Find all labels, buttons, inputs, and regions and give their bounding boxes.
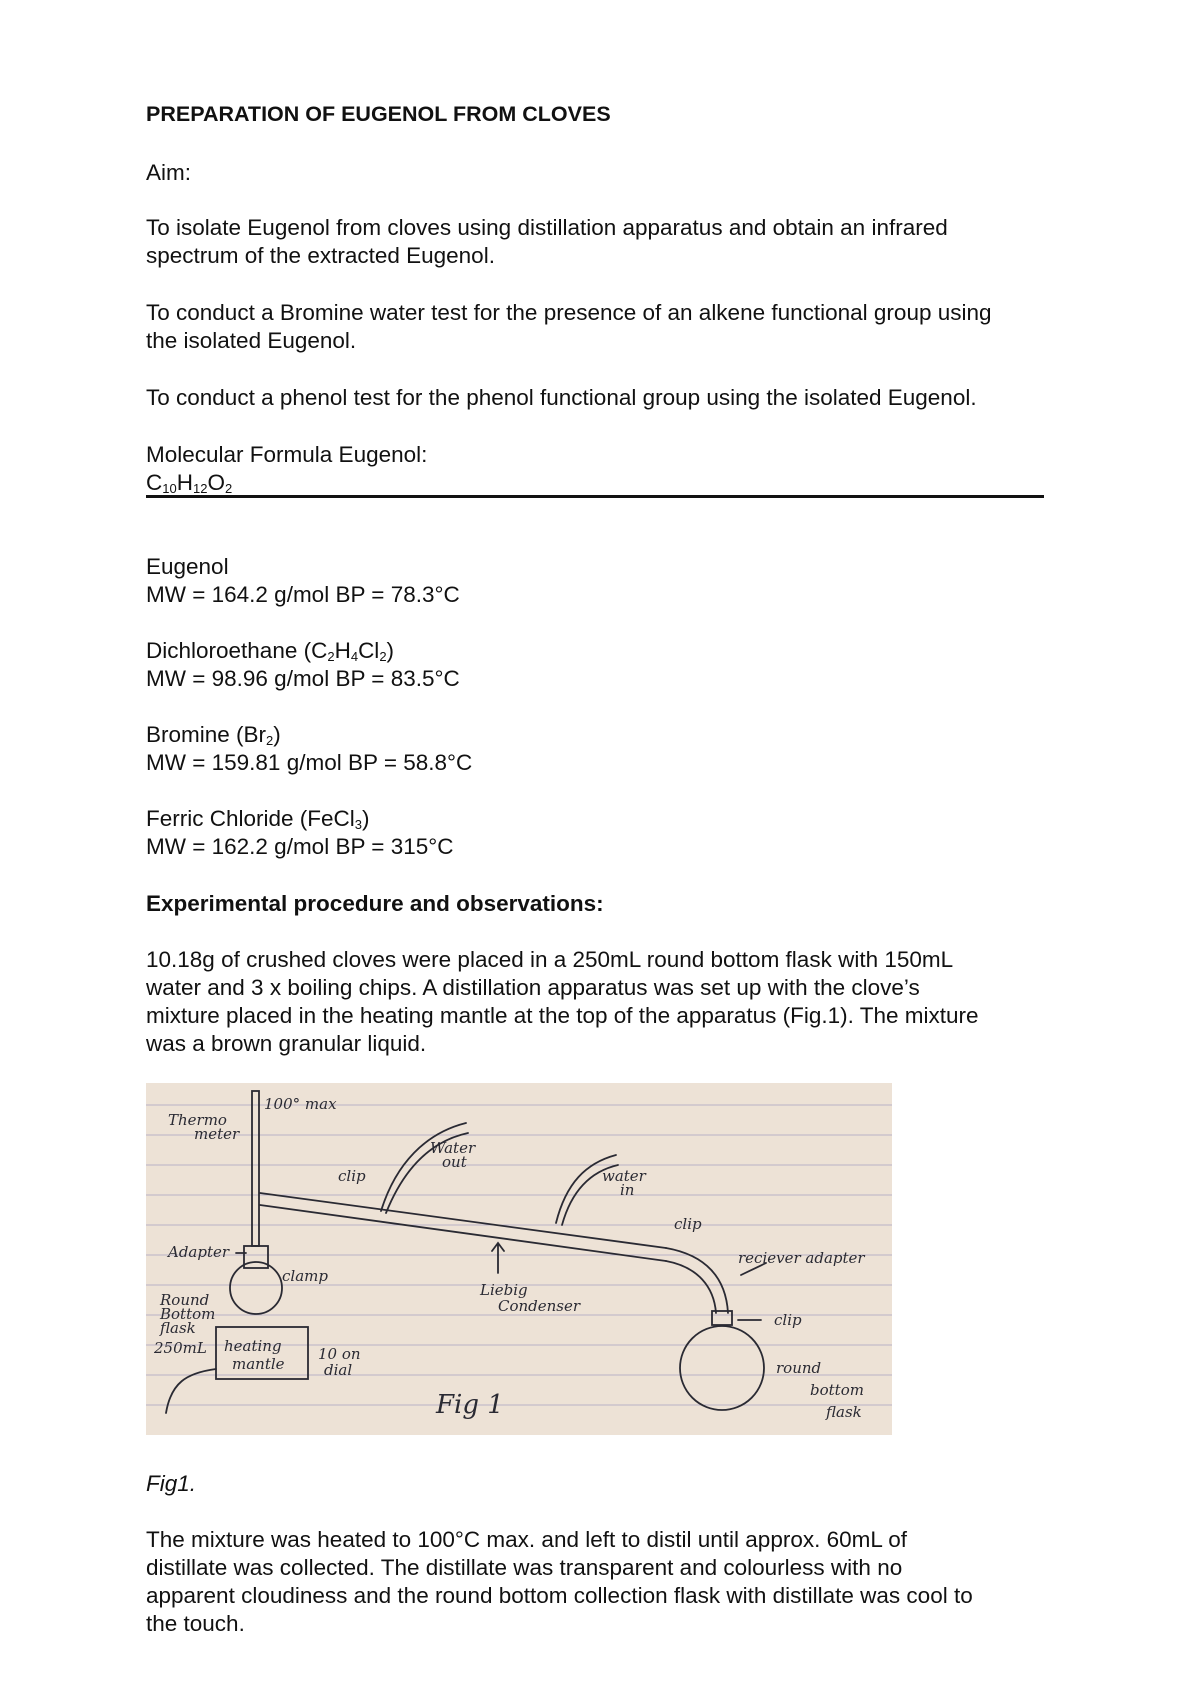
label-rbf-4: 250mL — [154, 1339, 207, 1357]
label-fig-1: Fig 1 — [436, 1390, 504, 1420]
procedure-paragraph-2-line-1: The mixture was heated to 100°C max. and left to distil until approx. 60mL of — [146, 1527, 908, 1552]
label-clamp: clamp — [282, 1267, 328, 1285]
label-water-out-2: out — [442, 1153, 467, 1171]
aim-paragraph-2-line-1: To conduct a Bromine water test for the presence of an alkene functional group using — [146, 300, 992, 325]
dichloroethane-name — [146, 637, 394, 665]
condenser-top — [260, 1193, 666, 1248]
bromine-sub: 2 — [266, 733, 274, 748]
dce-sub-2: 4 — [350, 649, 359, 664]
procedure-paragraph-2-line-2: distillate was collected. The distillate was transparent and colourless with no — [146, 1555, 903, 1580]
left-flask-drawing — [230, 1262, 282, 1314]
label-rbf-3: flask — [160, 1319, 196, 1337]
bromine-name-part: ) — [273, 722, 281, 747]
ferric-name-part: Ferric Chloride (FeCl — [146, 806, 355, 831]
distillation-apparatus-figure — [146, 1083, 892, 1435]
dce-name-part: H — [334, 638, 351, 663]
thermometer-drawing — [252, 1091, 259, 1246]
label-liebig-2: Condenser — [498, 1297, 581, 1315]
procedure-paragraph-1-line-4: was a brown granular liquid. — [146, 1031, 427, 1056]
label-thermometer-1: Thermo — [168, 1111, 227, 1129]
ferric-chloride-properties: MW = 162.2 g/mol BP = 315°C — [146, 834, 454, 859]
label-water-in-2: in — [620, 1181, 635, 1199]
document-title: PREPARATION OF EUGENOL FROM CLOVES — [146, 102, 611, 126]
label-water-in-1: water — [602, 1167, 646, 1185]
dce-name-part: ) — [386, 638, 395, 663]
formula-c: C — [146, 470, 163, 495]
procedure-paragraph-1-line-3: mixture placed in the heating mantle at the top of the apparatus (Fig.1). The mixture — [146, 1003, 979, 1028]
label-dial-1: 10 on — [318, 1345, 361, 1363]
aim-paragraph-3: To conduct a phenol test for the phenol functional group using the isolated Eugenol. — [146, 385, 977, 410]
ferric-chloride-name — [146, 805, 370, 833]
formula-h-count: 12 — [192, 481, 208, 496]
label-heating-1: heating — [224, 1337, 282, 1355]
horizontal-rule — [146, 495, 1044, 498]
label-dial-2: dial — [324, 1361, 353, 1379]
label-rbf-1: Round — [160, 1291, 210, 1309]
eugenol-properties: MW = 164.2 g/mol BP = 78.3°C — [146, 582, 460, 607]
adapter-drawing — [244, 1246, 268, 1268]
label-round-flask-3: flask — [826, 1403, 862, 1421]
procedure-heading: Experimental procedure and observations: — [146, 891, 604, 916]
dce-name-part: Cl — [358, 638, 380, 663]
label-water-out-1: Water — [430, 1139, 476, 1157]
dce-sub-1: 2 — [327, 649, 335, 664]
procedure-paragraph-2-line-3: apparent cloudiness and the round bottom collection flask with distillate was cool to — [146, 1583, 973, 1608]
aim-paragraph-1-line-1: To isolate Eugenol from cloves using distillation apparatus and obtain an infrared — [146, 215, 948, 240]
aim-paragraph-2-line-2: the isolated Eugenol. — [146, 328, 357, 353]
mantle-cord — [166, 1369, 216, 1413]
formula-label: Molecular Formula Eugenol: — [146, 442, 428, 467]
label-clip-1: clip — [338, 1167, 366, 1185]
apparatus-sketch — [146, 1083, 892, 1435]
aim-paragraph-1-line-2: spectrum of the extracted Eugenol. — [146, 243, 495, 268]
label-receiver-adapter: reciever adapter — [738, 1249, 865, 1267]
formula-c-count: 10 — [162, 481, 177, 496]
ferric-sub: 3 — [354, 817, 363, 832]
label-clip-3: clip — [774, 1311, 802, 1329]
formula-o-count: 2 — [224, 481, 233, 496]
label-round-flask-1: round — [776, 1359, 822, 1377]
procedure-paragraph-1-line-2: water and 3 x boiling chips. A distillation apparatus was set up with the clove’s — [146, 975, 920, 1000]
label-heating-2: mantle — [232, 1355, 285, 1373]
dce-sub-3: 2 — [379, 649, 387, 664]
formula-o: O — [207, 470, 225, 495]
label-liebig-1: Liebig — [480, 1281, 528, 1299]
label-round-flask-2: bottom — [810, 1381, 864, 1399]
procedure-paragraph-2-line-4: the touch. — [146, 1611, 245, 1636]
label-clip-2: clip — [674, 1215, 702, 1233]
bromine-name — [146, 721, 281, 749]
figure-caption: Fig1. — [146, 1471, 197, 1496]
molecular-formula — [146, 469, 232, 497]
eugenol-name: Eugenol — [146, 554, 229, 579]
right-flask-drawing — [680, 1326, 764, 1410]
receiver-adapter-drawing-2 — [666, 1261, 716, 1313]
liebig-arrow — [492, 1243, 504, 1273]
condenser-bottom — [260, 1205, 666, 1261]
procedure-paragraph-1-line-1: 10.18g of crushed cloves were placed in a 250mL round bottom flask with 150mL — [146, 947, 954, 972]
label-thermometer-2: meter — [194, 1125, 240, 1143]
formula-h: H — [176, 470, 193, 495]
receiver-adapter-drawing — [666, 1248, 728, 1313]
dce-name-part: Dichloroethane (C — [146, 638, 328, 663]
aim-heading: Aim: — [146, 160, 191, 185]
right-flask-neck — [712, 1311, 732, 1325]
ferric-name-part: ) — [362, 806, 370, 831]
bromine-properties: MW = 159.81 g/mol BP = 58.8°C — [146, 750, 473, 775]
label-100-max: 100° max — [264, 1095, 337, 1113]
bromine-name-part: Bromine (Br — [146, 722, 267, 747]
label-adapter: Adapter — [168, 1243, 230, 1261]
label-rbf-2: Bottom — [160, 1305, 216, 1323]
dichloroethane-properties: MW = 98.96 g/mol BP = 83.5°C — [146, 666, 460, 691]
